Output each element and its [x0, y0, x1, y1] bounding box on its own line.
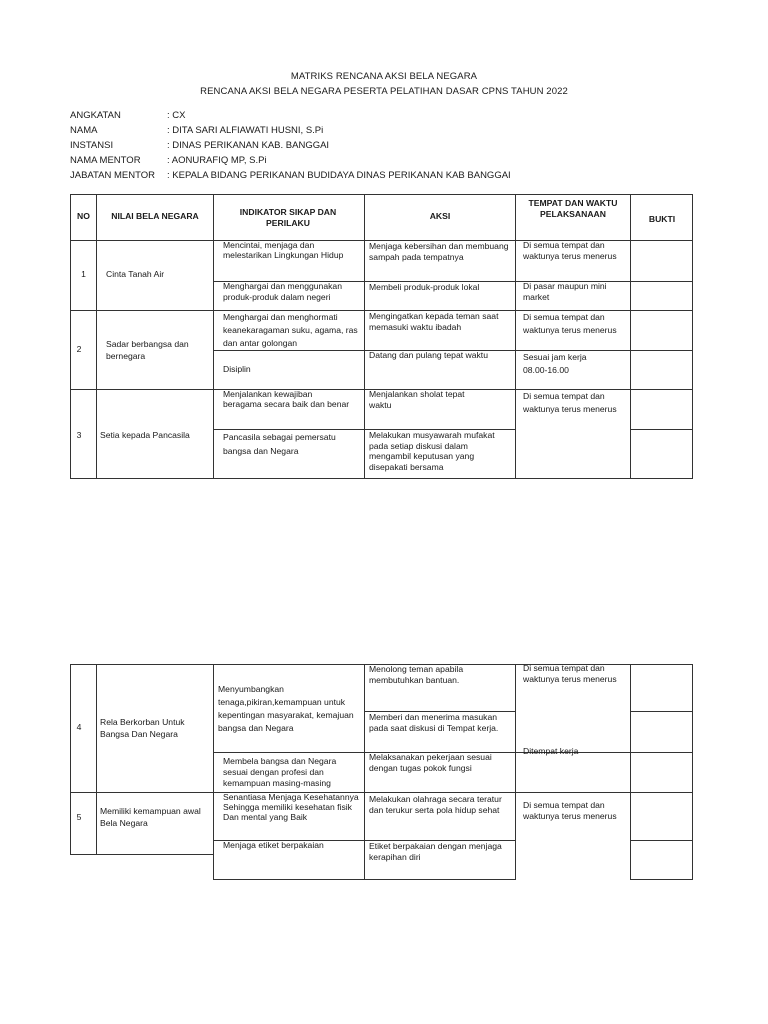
- row-number: 4: [76, 722, 82, 732]
- meta-value: : KEPALA BIDANG PERIKANAN BUDIDAYA DINAS PERIKANAN KAB BANGGAI: [167, 170, 511, 181]
- document-subtitle: RENCANA AKSI BELA NEGARA PESERTA PELATIHAN DASAR CPNS TAHUN 2022: [200, 86, 568, 97]
- table-border: [692, 194, 693, 479]
- tempat-cell: Di semua tempat dan waktunya terus menerus: [523, 663, 617, 684]
- nilai-cell: Sadar berbangsa dan bernegara: [106, 339, 189, 361]
- meta-key: NAMA MENTOR: [70, 155, 141, 166]
- table-border: [630, 711, 693, 712]
- indikator-cell: Menjalankan kewajiban beragama secara baik dan benar: [223, 389, 350, 409]
- table-border: [70, 194, 693, 195]
- aksi-cell: Mengingatkan kepada teman saat memasuki waktu ibadah: [369, 311, 499, 333]
- meta-value: : AONURAFIQ MP, S.Pi: [167, 155, 267, 166]
- row-number: 1: [81, 269, 86, 279]
- aksi-cell: Etiket berpakaian dengan menjaga kerapihan diri: [369, 841, 502, 862]
- indikator-cell: Menghargai dan menghormati keanekaragaman suku, agama, ras dan antar golongan: [223, 312, 358, 348]
- meta-key: INSTANSI: [70, 140, 114, 151]
- tempat-cell: Di semua tempat dan waktunya terus menerus: [523, 240, 617, 261]
- header-aksi: AKSI: [429, 211, 451, 221]
- indikator-cell: Senantiasa Menjaga Kesehatannya Sehingga memiliki kesehatan fisik Dan mental yang Baik: [223, 792, 359, 822]
- table-border: [630, 194, 631, 479]
- nilai-cell: Cinta Tanah Air: [106, 269, 165, 279]
- document-title: MATRIKS RENCANA AKSI BELA NEGARA: [290, 71, 478, 82]
- table-border: [96, 194, 97, 479]
- meta-key: ANGKATAN: [70, 110, 121, 121]
- indikator-cell: Menghargai dan menggunakan produk-produk dalam negeri: [223, 281, 342, 302]
- indikator-cell: Membela bangsa dan Negara sesuai dengan profesi dan kemampuan masing-masing: [223, 756, 337, 788]
- table-border: [692, 664, 693, 880]
- nilai-cell: Setia kepada Pancasila: [100, 430, 190, 440]
- tempat-cell: Di semua tempat dan waktunya terus menerus: [523, 800, 617, 821]
- table-border: [70, 664, 71, 855]
- table-border: [515, 194, 516, 479]
- meta-key: JABATAN MENTOR: [70, 170, 155, 181]
- aksi-cell: Menolong teman apabila membutuhkan bantuan.: [369, 664, 464, 685]
- tempat-cell: Ditempat kerja: [523, 746, 579, 756]
- meta-value: : DINAS PERIKANAN KAB. BANGGAI: [167, 140, 330, 151]
- row-number: 2: [76, 344, 82, 354]
- tempat-cell: Di semua tempat dan waktunya terus menerus: [523, 312, 617, 335]
- indikator-cell: Disiplin: [223, 364, 251, 374]
- table-border: [630, 664, 631, 880]
- table-border: [70, 478, 693, 479]
- aksi-cell: Melaksanakan pekerjaan sesuai dengan tugas pokok fungsi: [369, 752, 492, 773]
- table-border: [515, 664, 516, 880]
- table-border: [364, 664, 365, 880]
- tempat-cell: Sesuai jam kerja 08.00-16.00: [523, 352, 587, 375]
- header-nilai-bela-negara: NILAI BELA NEGARA: [111, 211, 199, 221]
- table-border: [70, 854, 213, 855]
- table-border: [96, 664, 97, 855]
- table-border: [213, 664, 214, 880]
- meta-key: NAMA: [70, 125, 98, 136]
- indikator-cell: Mencintai, menjaga dan melestarikan Lingkungan Hidup: [223, 240, 344, 260]
- header-bukti: BUKTI: [648, 214, 676, 224]
- nilai-cell: Memiliki kemampuan awal Bela Negara: [100, 806, 201, 828]
- indikator-cell: Menyumbangkan tenaga,pikiran,kemampuan untuk kepentingan masyarakat, kemajuan bangsa dan Negara: [218, 684, 354, 733]
- tempat-cell: Di pasar maupun mini market: [523, 281, 607, 303]
- aksi-cell: Menjaga kebersihan dan membuang sampah pada tempatnya: [369, 241, 509, 263]
- aksi-cell: Menjalankan sholat tepat waktu: [369, 389, 465, 410]
- meta-value: : DITA SARI ALFIAWATI HUSNI, S.Pi: [167, 125, 324, 136]
- header-no: NO: [77, 211, 90, 221]
- aksi-cell: Memberi dan menerima masukan pada saat diskusi di Tempat kerja.: [369, 712, 499, 733]
- meta-value: : CX: [167, 110, 186, 121]
- aksi-cell: Datang dan pulang tepat waktu: [369, 350, 488, 360]
- aksi-cell: Melakukan musyawarah mufakat pada setiap diskusi dalam mengambil keputusan yang disepakati bersama: [369, 430, 495, 472]
- indikator-cell: Pancasila sebagai pemersatu bangsa dan Negara: [223, 432, 336, 456]
- nilai-cell: Rela Berkorban Untuk Bangsa Dan Negara: [100, 717, 185, 739]
- header-indikator: INDIKATOR SIKAP DAN PERILAKU: [239, 207, 337, 229]
- header-tempat-waktu: TEMPAT DAN WAKTU PELAKSANAAN: [528, 198, 618, 220]
- aksi-cell: Membeli produk-produk lokal: [369, 282, 480, 292]
- row-number: 3: [76, 430, 82, 440]
- table-border: [630, 879, 693, 880]
- table-border: [364, 194, 365, 479]
- table-border: [630, 429, 693, 430]
- table-border: [630, 840, 693, 841]
- row-number: 5: [76, 812, 82, 822]
- table-border: [213, 194, 214, 479]
- table-border: [70, 792, 693, 793]
- aksi-cell: Melakukan olahraga secara teratur dan terukur serta pola hidup sehat: [369, 794, 502, 815]
- indikator-cell: Menjaga etiket berpakaian: [223, 840, 324, 850]
- tempat-cell: Di semua tempat dan waktunya terus menerus: [523, 391, 617, 414]
